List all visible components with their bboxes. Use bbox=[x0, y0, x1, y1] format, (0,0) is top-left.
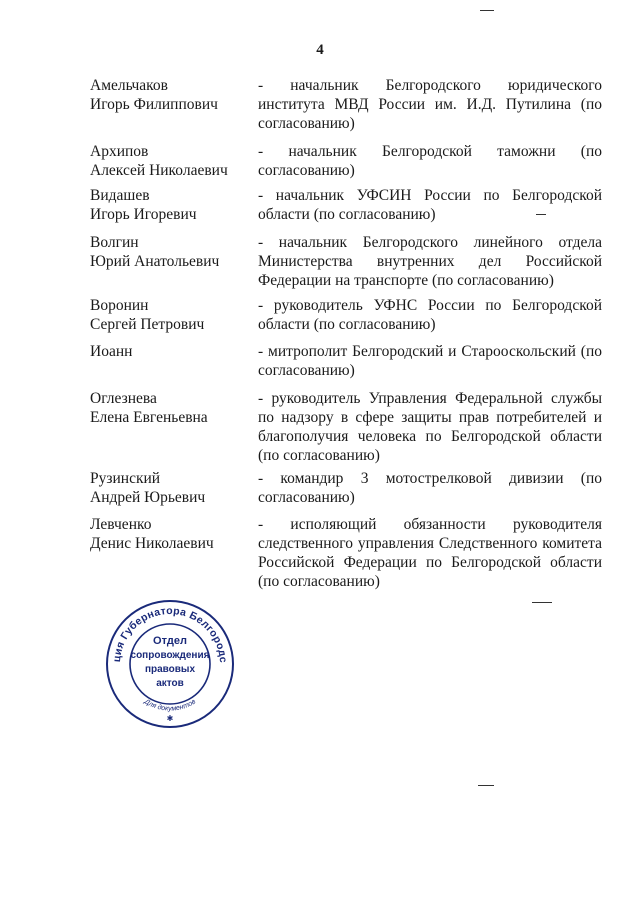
member-first-names: Сергей Петрович bbox=[90, 316, 205, 333]
scan-speck bbox=[480, 10, 494, 11]
stamp-line-3: правовых bbox=[144, 664, 196, 675]
member-name bbox=[90, 296, 250, 334]
member-first-names: Андрей Юрьевич bbox=[90, 489, 206, 506]
member-last-name: Амельчаков bbox=[90, 77, 168, 94]
member-last-name: Волгин bbox=[90, 234, 139, 251]
member-name bbox=[90, 342, 250, 361]
member-position: - начальник Белгородского юридического института МВД России им. И.Д. Путилина (по согласованию) bbox=[258, 77, 602, 132]
member-last-name: Архипов bbox=[90, 143, 149, 160]
stamp-outer-text: ция Губернатора Белгородс bbox=[110, 604, 230, 664]
member-first-names: Денис Николаевич bbox=[90, 535, 214, 552]
member-position: - командир 3 мотострелковой дивизии (по согласованию) bbox=[258, 470, 602, 506]
member-name bbox=[90, 469, 250, 507]
scan-speck bbox=[536, 214, 546, 215]
member-name bbox=[90, 233, 250, 271]
stamp-bottom-text: Для документов bbox=[142, 698, 198, 713]
member-last-name: Воронин bbox=[90, 297, 149, 314]
member-name bbox=[90, 389, 250, 427]
page-number: 4 bbox=[316, 42, 324, 58]
stamp-seal-icon bbox=[104, 598, 236, 730]
member-name bbox=[90, 76, 250, 114]
member-name bbox=[90, 142, 250, 180]
member-name bbox=[90, 186, 250, 224]
member-name bbox=[90, 515, 250, 553]
stamp-line-4: актов bbox=[156, 678, 184, 689]
member-position: - начальник Белгородского линейного отдела Министерства внутренних дел Российской Федерации на транспорте (по согласованию) bbox=[258, 234, 602, 289]
stamp-line-2: сопровождения bbox=[130, 650, 210, 661]
member-first-names: Игорь Филиппович bbox=[90, 96, 218, 113]
member-position: - начальник УФСИН России по Белгородской области (по согласованию) bbox=[258, 187, 602, 223]
member-last-name: Видашев bbox=[90, 187, 150, 204]
scan-speck bbox=[478, 785, 494, 786]
member-first-names: Юрий Анатольевич bbox=[90, 253, 220, 270]
member-position: - руководитель УФНС России по Белгородской области (по согласованию) bbox=[258, 297, 602, 333]
member-first-names: Игорь Игоревич bbox=[90, 206, 197, 223]
member-position: - начальник Белгородской таможни (по согласованию) bbox=[258, 143, 602, 179]
member-position: - исполяющий обязанности руководителя следственного управления Следственного комитета Российской Федерации по Белгородской области (по согласованию) bbox=[258, 516, 602, 590]
member-position: - руководитель Управления Федеральной службы по надзору в сфере защиты прав потребителей и благополучия человека по Белгородской области (по согласованию) bbox=[258, 390, 602, 464]
svg-text:✱: ✱ bbox=[166, 714, 174, 723]
stamp-line-1: Отдел bbox=[153, 635, 187, 647]
member-last-name: Рузинский bbox=[90, 470, 161, 487]
member-last-name: Левченко bbox=[90, 516, 152, 533]
member-first-names: Елена Евгеньевна bbox=[90, 409, 208, 426]
official-stamp bbox=[104, 598, 236, 730]
scan-speck bbox=[532, 602, 552, 603]
member-last-name: Оглезнева bbox=[90, 390, 157, 407]
member-position: - митрополит Белгородский и Старооскольский (по согласованию) bbox=[258, 343, 602, 379]
member-last-name: Иоанн bbox=[90, 343, 133, 360]
member-first-names: Алексей Николаевич bbox=[90, 162, 228, 179]
